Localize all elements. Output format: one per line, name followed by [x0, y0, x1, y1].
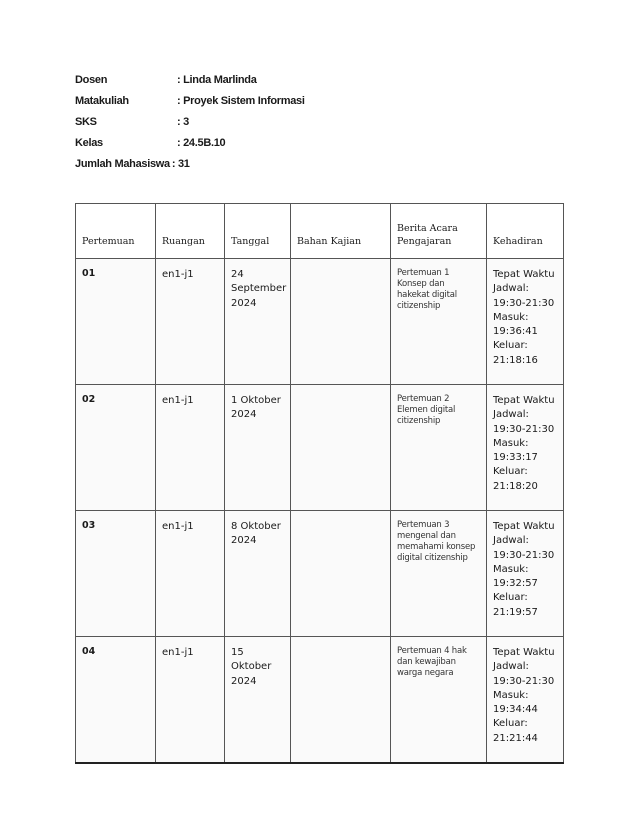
info-row-sks [75, 116, 305, 137]
table-row [76, 259, 564, 385]
cell-tanggal: 15 Oktober 2024 [225, 637, 291, 764]
sks-label: SKS [75, 116, 97, 128]
cell-berita-acara: Pertemuan 4 hak dan kewajiban warga negara [391, 637, 487, 764]
cell-kehadiran: Tepat Waktu Jadwal: 19:30-21:30 Masuk: 19:33:17 Keluar: 21:18:20 [487, 385, 564, 511]
dosen-label: Dosen [75, 74, 108, 86]
sks-value: : 3 [177, 116, 189, 128]
kelas-value: : 24.5B.10 [177, 137, 226, 149]
jumlah-label: Jumlah Mahasiswa [75, 158, 170, 170]
matakuliah-label: Matakuliah [75, 95, 129, 107]
cell-pertemuan: 02 [76, 385, 156, 511]
info-row-kelas [75, 137, 305, 158]
cell-tanggal: 8 Oktober 2024 [225, 511, 291, 637]
attendance-table [75, 203, 564, 764]
cell-pertemuan: 04 [76, 637, 156, 764]
cell-pertemuan: 03 [76, 511, 156, 637]
cell-berita-acara: Pertemuan 1 Konsep dan hakekat digital citizenship [391, 259, 487, 385]
cell-bahan-kajian [291, 385, 391, 511]
header-bahan-kajian: Bahan Kajian [291, 204, 391, 259]
info-row-dosen [75, 74, 305, 95]
table-row [76, 511, 564, 637]
jumlah-value: : 31 [171, 158, 190, 170]
table-header-row [76, 204, 564, 259]
header-berita-acara: Berita Acara Pengajaran [391, 204, 487, 259]
dosen-value: : Linda Marlinda [177, 74, 257, 86]
cell-berita-acara: Pertemuan 3 mengenal dan memahami konsep digital citizenship [391, 511, 487, 637]
header-kehadiran: Kehadiran [487, 204, 564, 259]
cell-kehadiran: Tepat Waktu Jadwal: 19:30-21:30 Masuk: 19:34:44 Keluar: 21:21:44 [487, 637, 564, 764]
cell-kehadiran: Tepat Waktu Jadwal: 19:30-21:30 Masuk: 19:36:41 Keluar: 21:18:16 [487, 259, 564, 385]
table-row [76, 385, 564, 511]
info-row-jumlah [75, 158, 305, 179]
cell-ruangan: en1-j1 [156, 511, 225, 637]
cell-bahan-kajian [291, 259, 391, 385]
cell-tanggal: 1 Oktober 2024 [225, 385, 291, 511]
cell-berita-acara: Pertemuan 2 Elemen digital citizenship [391, 385, 487, 511]
cell-kehadiran: Tepat Waktu Jadwal: 19:30-21:30 Masuk: 19:32:57 Keluar: 21:19:57 [487, 511, 564, 637]
cell-ruangan: en1-j1 [156, 259, 225, 385]
cell-ruangan: en1-j1 [156, 637, 225, 764]
header-pertemuan: Pertemuan [76, 204, 156, 259]
cell-pertemuan: 01 [76, 259, 156, 385]
cell-tanggal: 24 September 2024 [225, 259, 291, 385]
header-ruangan: Ruangan [156, 204, 225, 259]
course-info [75, 74, 305, 179]
info-row-matakuliah [75, 95, 305, 116]
cell-ruangan: en1-j1 [156, 385, 225, 511]
header-tanggal: Tanggal [225, 204, 291, 259]
table-row [76, 637, 564, 764]
matakuliah-value: : Proyek Sistem Informasi [177, 95, 305, 107]
cell-bahan-kajian [291, 511, 391, 637]
cell-bahan-kajian [291, 637, 391, 764]
kelas-label: Kelas [75, 137, 103, 149]
